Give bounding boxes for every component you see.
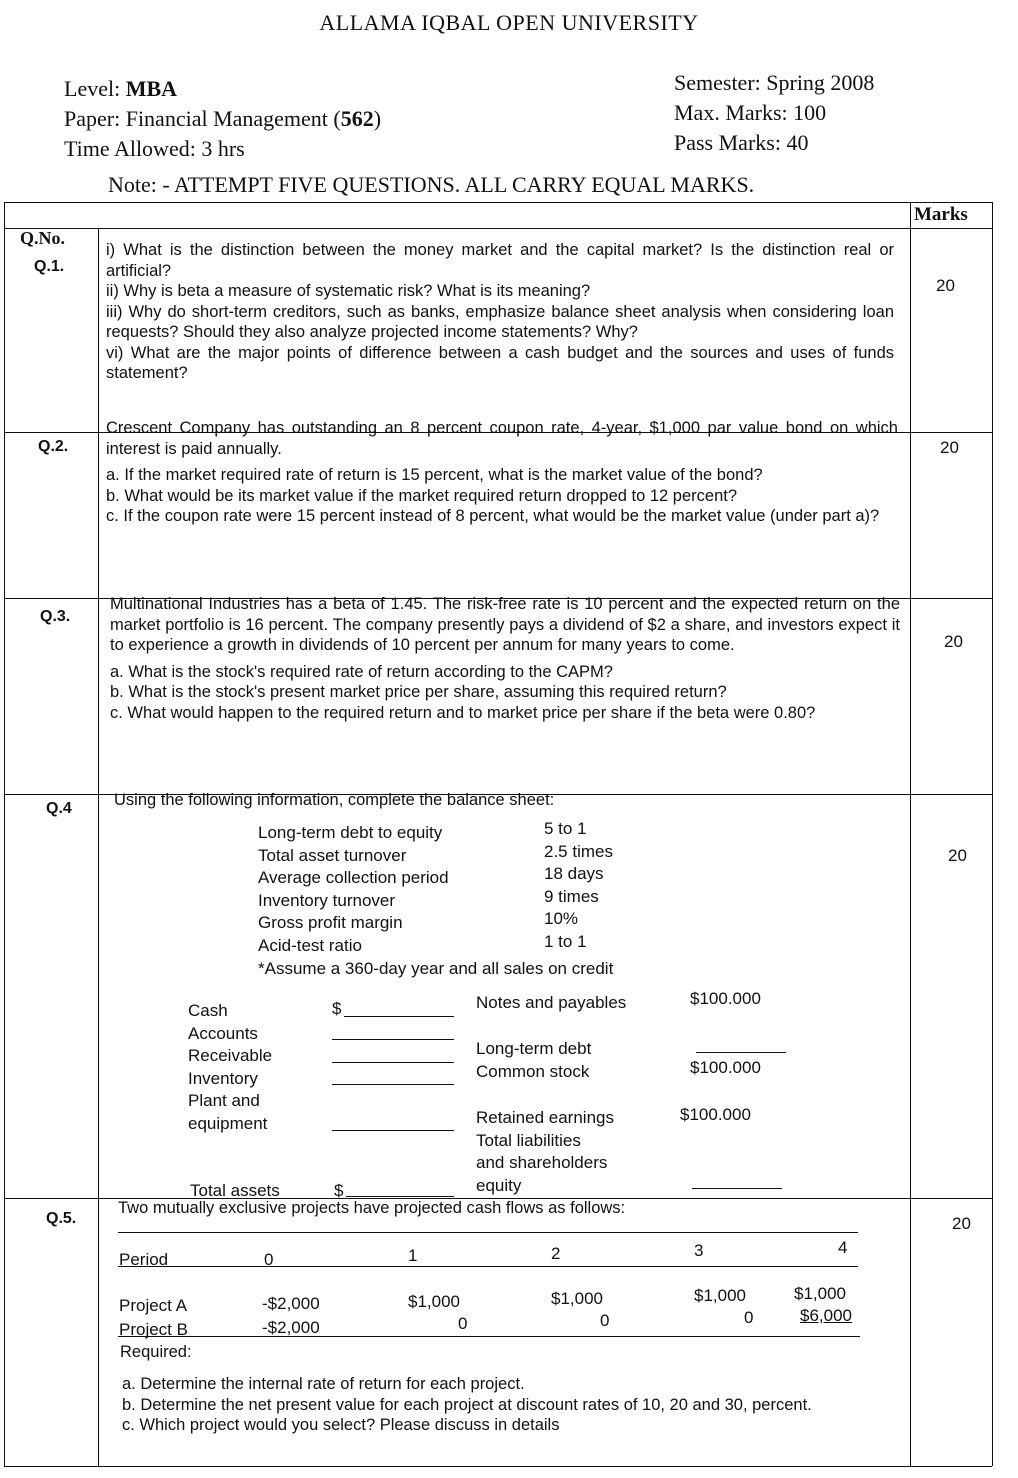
question-line: a. What is the stock's required rate of return according to the CAPM? [110, 662, 613, 681]
ratio-value: 1 to 1 [544, 931, 587, 951]
paper-line: Paper: Financial Management (562) [64, 106, 382, 131]
project-a-cf-0: -$2,000 [262, 1294, 320, 1313]
question-5-parts [122, 1374, 908, 1436]
table-top-border [4, 202, 992, 203]
question-line: vi) What are the major points of difference between a cash budget and the sources and uses of funds statement? [106, 343, 894, 382]
semester-line: Semester: Spring 2008 [674, 70, 875, 95]
question-2-text [106, 418, 898, 527]
question-line: c. If the coupon rate were 15 percent instead of 8 percent, what would be the market value (under part a)? [106, 507, 880, 525]
ratio-values [544, 818, 613, 954]
retained-earnings-value: $100.000 [680, 1105, 751, 1124]
retained-earnings-label: Retained earnings [476, 1108, 614, 1127]
period-1: 1 [408, 1246, 418, 1265]
project-b-cf-3: 0 [744, 1308, 754, 1327]
question-number: Q.3. [40, 608, 71, 625]
notes-payables-label: Notes and payables [476, 993, 627, 1012]
asset-ar-label-2: Receivable [188, 1046, 273, 1065]
question-line: Multinational Industries has a beta of 1.45. The risk-free rate is 10 percent and the expected return on the market portfolio is 16 percent. The company presently pays a dividend of $2 a share, and investors expect it to experience a growth in dividends of 10 percent per annum for many years to come. [110, 595, 900, 654]
question-marks: 20 [936, 276, 955, 295]
question-line: a. Determine the internal rate of return for each project. [122, 1375, 525, 1393]
total-liabilities-label-2: and shareholders [476, 1153, 608, 1172]
cash-dollar-sign: $ [332, 999, 342, 1018]
cashflow-bottom-rule [118, 1336, 860, 1337]
time-line: Time Allowed: 3 hrs [64, 136, 245, 161]
total-liabilities-label-3: equity [476, 1175, 522, 1195]
marks-column-border [910, 202, 911, 1466]
question-line: b. What would be its market value if the market required return dropped to 12 percent? [106, 486, 738, 505]
cashflow-top-rule [118, 1232, 858, 1233]
question-line: iii) Why do short-term creditors, such as banks, emphasize balance sheet analysis when considering loan requests? Should they also analyze projected income statements? Why? [106, 302, 894, 341]
level-value: MBA [125, 76, 178, 101]
qno-column-border [98, 228, 99, 1466]
plant-blank [332, 1130, 454, 1131]
project-a-cf-3: $1,000 [694, 1286, 746, 1305]
question-number: Q.5. [46, 1210, 77, 1227]
exam-note: Note: - ATTEMPT FIVE QUESTIONS. ALL CARRY EQUAL MARKS. [108, 172, 755, 197]
question-marks: 20 [944, 632, 963, 651]
ratio-value: 10% [544, 909, 579, 929]
common-stock-label: Common stock [476, 1062, 590, 1081]
project-a-cf-1: $1,000 [408, 1292, 460, 1311]
notes-payables-value: $100.000 [690, 989, 761, 1008]
question-3-text [110, 594, 900, 723]
question-line: ii) Why is beta a measure of systematic risk? What is its meaning? [106, 282, 591, 300]
ratio-label: Gross profit margin [258, 913, 403, 933]
project-a-label: Project A [119, 1296, 188, 1315]
asset-plant-label: Plant and [188, 1091, 260, 1110]
total-liabilities-label: Total liabilities [476, 1130, 581, 1150]
max-marks-line: Max. Marks: 100 [674, 100, 827, 125]
receivable-blank [332, 1039, 454, 1040]
asset-plant-label-2: equipment [188, 1113, 268, 1133]
long-term-debt-label: Long-term debt [476, 1039, 592, 1058]
question-number: Q.1. [34, 258, 65, 275]
table-right-border [992, 202, 993, 1466]
total-liabilities-blank [692, 1188, 782, 1189]
ratio-label: Inventory turnover [258, 890, 396, 910]
project-b-cf-0: -$2,000 [262, 1318, 320, 1337]
cashflow-header-rule [118, 1266, 858, 1267]
question-line: b. What is the stock's present market price per share, assuming this required return? [110, 683, 727, 701]
ratio-label: Total asset turnover [258, 845, 407, 865]
question-marks: 20 [948, 846, 967, 865]
period-label: Period [119, 1250, 169, 1269]
total-assets-blank [346, 1196, 454, 1197]
ratio-label: Long-term debt to equity [258, 823, 443, 842]
project-b-cf-2: 0 [600, 1311, 610, 1330]
question-line: Crescent Company has outstanding an 8 percent coupon rate, 4-year, $1,000 par value bond on which interest is paid annually. [106, 419, 898, 458]
project-b-label: Project B [119, 1320, 188, 1339]
total-assets-dollar-sign: $ [334, 1181, 344, 1200]
project-b-cf-1: 0 [458, 1314, 468, 1333]
inventory-blank-2 [332, 1084, 454, 1085]
asset-cash-label: Cash [188, 1001, 228, 1020]
pass-marks-line: Pass Marks: 40 [674, 130, 809, 155]
question-marks: 20 [940, 438, 959, 457]
long-term-debt-blank [696, 1052, 786, 1053]
question-marks: 20 [952, 1214, 971, 1233]
question-line: a. If the market required rate of return is 15 percent, what is the market value of the bond? [106, 466, 763, 484]
liability-totals-labels [476, 1107, 614, 1197]
ratio-label: Average collection period [258, 868, 449, 888]
period-3: 3 [694, 1241, 704, 1260]
asset-labels [188, 1000, 272, 1135]
university-title: ALLAMA IQBAL OPEN UNIVERSITY [319, 10, 699, 35]
question-number: Q.4 [46, 800, 72, 817]
project-b-cf-4: $6,000 [800, 1306, 852, 1325]
total-assets-label: Total assets [190, 1181, 280, 1200]
required-label: Required: [120, 1343, 192, 1361]
question-number: Q.2. [38, 438, 69, 455]
marks-column-header: Marks [914, 204, 968, 225]
ratio-value: 5 to 1 [544, 819, 587, 838]
assumption-note: *Assume a 360-day year and all sales on credit [258, 959, 614, 978]
project-a-cf-2: $1,000 [551, 1289, 603, 1308]
paper-code: 562 [340, 106, 374, 131]
question-line: c. What would happen to the required return and to market price per share if the beta were 0.80? [110, 703, 816, 722]
period-4: 4 [838, 1238, 848, 1257]
question-line: b. Determine the net present value for each project at discount rates of 10, 20 and 30, percent. [122, 1395, 812, 1414]
table-left-border [4, 202, 5, 1466]
ratio-labels [258, 822, 449, 958]
common-stock-value: $100.000 [690, 1058, 761, 1077]
project-a-cf-4: $1,000 [794, 1284, 846, 1303]
cash-blank [344, 1016, 454, 1017]
question-1-text [106, 240, 894, 384]
period-2: 2 [551, 1244, 561, 1263]
period-0: 0 [264, 1250, 274, 1269]
exam-info-right [674, 68, 874, 158]
level-line: Level: MBA [64, 76, 178, 101]
asset-ar-label: Accounts [188, 1023, 258, 1043]
question-line: i) What is the distinction between the money market and the capital market? Is the distinction real or artificial? [106, 241, 894, 280]
ratio-label: Acid-test ratio [258, 935, 362, 955]
question-4-intro: Using the following information, complete the balance sheet: [114, 791, 555, 809]
header-row-border [4, 228, 992, 229]
asset-inventory-label: Inventory [188, 1068, 258, 1088]
ratio-value: 9 times [544, 886, 599, 906]
ratio-value: 18 days [544, 864, 604, 884]
question-line: c. Which project would you select? Please discuss in details [122, 1416, 560, 1434]
qno-column-header: Q.No. [20, 228, 65, 248]
table-bottom-border [4, 1466, 992, 1467]
ratio-value: 2.5 times [544, 841, 613, 861]
exam-info-left [64, 74, 381, 164]
inventory-blank [332, 1062, 454, 1063]
question-5-intro: Two mutually exclusive projects have projected cash flows as follows: [118, 1199, 626, 1217]
